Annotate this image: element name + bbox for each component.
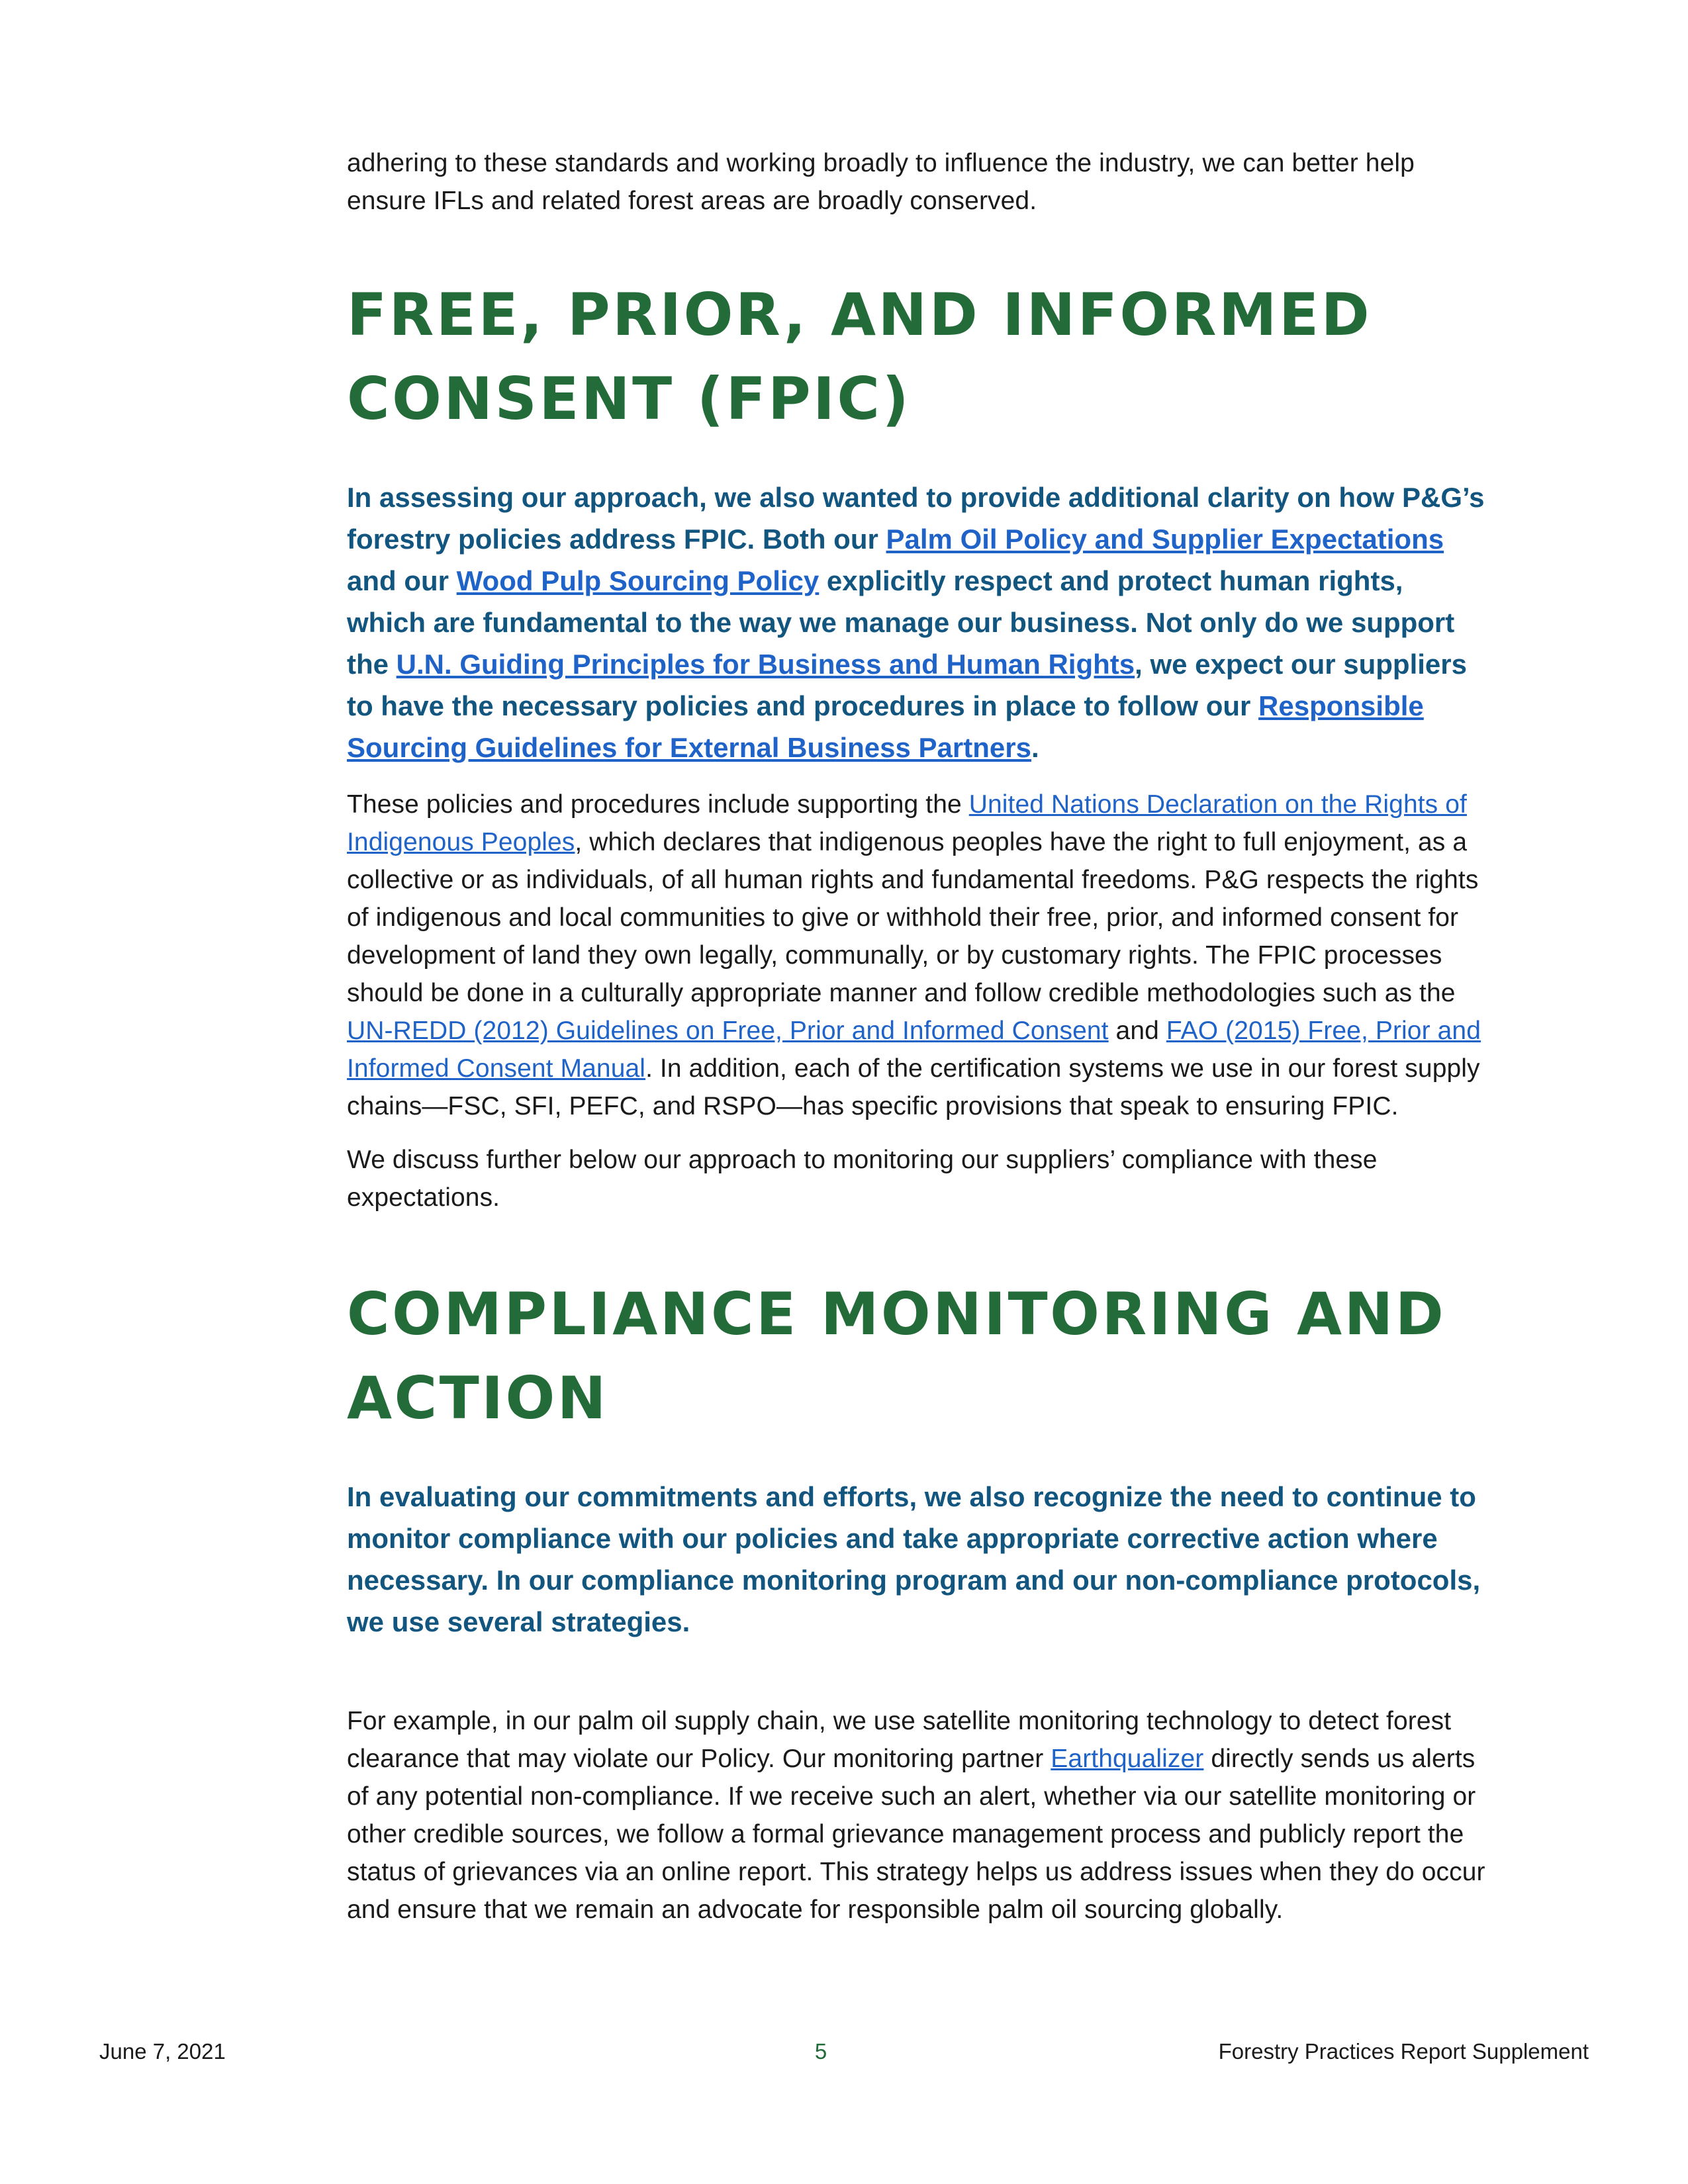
page-content [347, 144, 1485, 1929]
undrip-link[interactable]: United Nations Declaration on the Rights of Indigenous Peoples [347, 790, 1467, 856]
fao-fpic-manual-link[interactable]: FAO (2015) Free, Prior and Informed Consent Manual [347, 1017, 1481, 1083]
palm-oil-policy-link[interactable]: Palm Oil Policy and Supplier Expectations [886, 523, 1444, 555]
fpic-body-text-4: . In addition, each of the certification systems we use in our forest supply chains—FSC, SFI, PEFC, and RSPO—has specific provisions that speak to ensuring FPIC. [347, 1054, 1480, 1120]
compliance-heading: COMPLIANCE MONITORING AND ACTION [347, 1280, 1446, 1432]
compliance-body-text-2: directly sends us alerts of any potential non-compliance. If we receive such an alert, whether via our satellite monitoring or other credible sources, we follow a formal grievance management process and publicly report the status of grievances via an online report. This strategy helps us address issues when they do occur and ensure that we remain an advocate for responsible palm oil sourcing globally. [347, 1745, 1485, 1924]
fpic-heading: FREE, PRIOR, AND INFORMED CONSENT (FPIC) [347, 281, 1372, 433]
fpic-body-text-1: These policies and procedures include supporting the [347, 790, 969, 819]
un-redd-guidelines-link[interactable]: UN-REDD (2012) Guidelines on Free, Prior and Informed Consent [347, 1017, 1109, 1045]
fpic-body-paragraph-2: We discuss further below our approach to monitoring our suppliers’ compliance with these expectations. [347, 1146, 1378, 1212]
fpic-body-text-2: , which declares that indigenous peoples have the right to full enjoyment, as a collective or as individuals, of all human rights and fundamental freedoms. P&G respects the rights of indigenous and local communities to give or withhold their free, prior, and informed consent for development of land they own legally, communally, or by customary rights. The FPIC processes should be done in a culturally appropriate manner and follow credible methodologies such as the [347, 828, 1479, 1007]
responsible-sourcing-guidelines-link[interactable]: Responsible Sourcing Guidelines for External Business Partners [347, 690, 1424, 763]
compliance-lead-paragraph: In evaluating our commitments and efforts, we also recognize the need to continue to monitor compliance with our policies and take appropriate corrective action where necessary. In our compliance monitoring program and our non-compliance protocols, we use several strategies. [347, 1481, 1481, 1637]
fpic-lead-paragraph [347, 477, 1485, 768]
fpic-lead-text-2: and our [347, 565, 457, 596]
fpic-lead-text-4: , we expect our suppliers to have the necessary policies and procedures in place to follow our [347, 649, 1467, 721]
fpic-lead-text-1: In assessing our approach, we also wanted to provide additional clarity on how P&G’s forestry policies address FPIC. Both our [347, 482, 1485, 555]
footer-document-title: Forestry Practices Report Supplement [1218, 2039, 1589, 2064]
fpic-body-text-3: and [1108, 1017, 1166, 1045]
footer-date: June 7, 2021 [99, 2039, 226, 2064]
page-footer [0, 2032, 1688, 2071]
fpic-lead-text-3: explicitly respect and protect human rights, which are fundamental to the way we manage our business. Not only do we support the [347, 565, 1455, 680]
footer-page-number: 5 [814, 2039, 827, 2064]
earthqualizer-link[interactable]: Earthqualizer [1051, 1745, 1204, 1773]
intro-paragraph: adhering to these standards and working broadly to influence the industry, we can better help ensure IFLs and related forest areas are broadly conserved. [347, 149, 1415, 215]
compliance-body-paragraph [347, 1702, 1485, 1929]
wood-pulp-policy-link[interactable]: Wood Pulp Sourcing Policy [456, 565, 820, 596]
fpic-body-paragraph [347, 786, 1485, 1125]
fpic-lead-text-5: . [1031, 732, 1039, 763]
compliance-body-text-1: For example, in our palm oil supply chain, we use satellite monitoring technology to detect forest clearance that may violate our Policy. Our monitoring partner [347, 1707, 1452, 1773]
un-guiding-principles-link[interactable]: U.N. Guiding Principles for Business and Human Rights [396, 649, 1135, 680]
